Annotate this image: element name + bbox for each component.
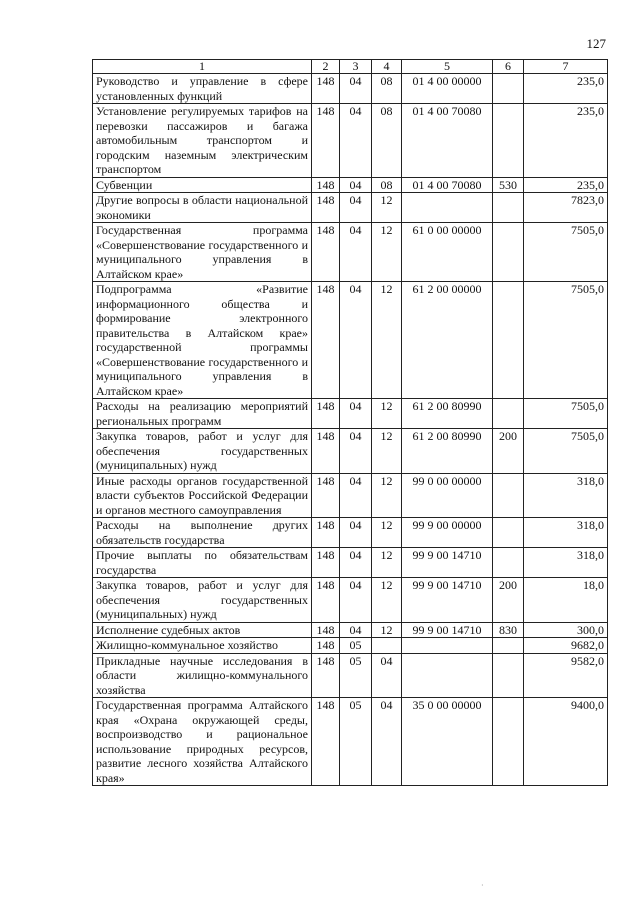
row-grbs-cell: 148 [312, 578, 340, 623]
row-target-article-cell: 99 9 00 14710 [402, 622, 493, 638]
row-name-cell: Расходы на выполнение других обязательств государства [93, 518, 312, 548]
row-subsection-cell: 12 [372, 622, 402, 638]
row-expense-type-cell: 530 [493, 177, 524, 193]
row-target-article-cell: 01 4 00 70080 [402, 104, 493, 178]
row-expense-type-cell [493, 548, 524, 578]
row-target-article-cell: 61 2 00 80990 [402, 399, 493, 429]
table-row [93, 399, 608, 429]
header-cell-7: 7 [524, 60, 608, 74]
table-row [93, 548, 608, 578]
row-subsection-cell: 12 [372, 223, 402, 282]
row-name-cell: Закупка товаров, работ и услуг для обеспечения государственных (муниципальных) нужд [93, 429, 312, 474]
row-subsection-cell: 12 [372, 518, 402, 548]
header-cell-1: 1 [93, 60, 312, 74]
row-subsection-cell: 08 [372, 104, 402, 178]
table-row [93, 578, 608, 623]
row-expense-type-cell: 200 [493, 578, 524, 623]
row-name-cell: Исполнение судебных актов [93, 622, 312, 638]
row-section-cell: 04 [340, 473, 372, 518]
row-name-cell: Другие вопросы в области национальной экономики [93, 193, 312, 223]
row-target-article-cell [402, 653, 493, 698]
row-target-article-cell: 35 0 00 00000 [402, 698, 493, 786]
budget-table [92, 59, 608, 786]
row-name-cell: Закупка товаров, работ и услуг для обеспечения государственных (муниципальных) нужд [93, 578, 312, 623]
row-subsection-cell: 08 [372, 74, 402, 104]
row-sum-cell: 7505,0 [524, 429, 608, 474]
row-grbs-cell: 148 [312, 177, 340, 193]
row-sum-cell: 7505,0 [524, 282, 608, 399]
row-sum-cell: 7823,0 [524, 193, 608, 223]
row-section-cell: 05 [340, 698, 372, 786]
row-name-cell: Иные расходы органов государственной власти субъектов Российской Федерации и органов местного самоуправления [93, 473, 312, 518]
row-target-article-cell: 99 9 00 00000 [402, 518, 493, 548]
row-grbs-cell: 148 [312, 518, 340, 548]
row-subsection-cell: 12 [372, 473, 402, 518]
row-grbs-cell: 148 [312, 653, 340, 698]
row-expense-type-cell [493, 399, 524, 429]
table-row [93, 429, 608, 474]
row-target-article-cell: 99 9 00 14710 [402, 548, 493, 578]
table-row [93, 74, 608, 104]
row-expense-type-cell [493, 193, 524, 223]
row-sum-cell: 18,0 [524, 578, 608, 623]
row-subsection-cell: 04 [372, 653, 402, 698]
row-grbs-cell: 148 [312, 622, 340, 638]
row-section-cell: 04 [340, 622, 372, 638]
header-row [93, 60, 608, 74]
row-name-cell: Подпрограмма «Развитие информационного общества и формирование электронного правительства в Алтайском крае» государственной программы «Совершенствование государственного и муниципального управления в Алтайском крае» [93, 282, 312, 399]
row-grbs-cell: 148 [312, 698, 340, 786]
row-section-cell: 04 [340, 177, 372, 193]
table-row [93, 653, 608, 698]
row-name-cell: Прикладные научные исследования в области жилищно-коммунального хозяйства [93, 653, 312, 698]
table-row [93, 104, 608, 178]
row-section-cell: 05 [340, 653, 372, 698]
row-expense-type-cell [493, 698, 524, 786]
row-subsection-cell [372, 638, 402, 654]
row-sum-cell: 318,0 [524, 548, 608, 578]
row-target-article-cell: 61 2 00 80990 [402, 429, 493, 474]
row-expense-type-cell [493, 74, 524, 104]
header-cell-5: 5 [402, 60, 493, 74]
row-name-cell: Субвенции [93, 177, 312, 193]
row-sum-cell: 235,0 [524, 104, 608, 178]
row-section-cell: 04 [340, 104, 372, 178]
row-grbs-cell: 148 [312, 104, 340, 178]
row-expense-type-cell: 830 [493, 622, 524, 638]
row-expense-type-cell [493, 518, 524, 548]
header-cell-2: 2 [312, 60, 340, 74]
table-row [93, 193, 608, 223]
row-sum-cell: 318,0 [524, 518, 608, 548]
row-sum-cell: 9400,0 [524, 698, 608, 786]
table-row [93, 473, 608, 518]
row-target-article-cell [402, 638, 493, 654]
row-sum-cell: 235,0 [524, 177, 608, 193]
row-section-cell: 04 [340, 193, 372, 223]
header-cell-3: 3 [340, 60, 372, 74]
row-target-article-cell: 01 4 00 70080 [402, 177, 493, 193]
row-grbs-cell: 148 [312, 282, 340, 399]
row-expense-type-cell: 200 [493, 429, 524, 474]
row-target-article-cell: 99 9 00 14710 [402, 578, 493, 623]
row-grbs-cell: 148 [312, 74, 340, 104]
row-expense-type-cell [493, 653, 524, 698]
row-subsection-cell: 12 [372, 578, 402, 623]
row-sum-cell: 9682,0 [524, 638, 608, 654]
table-row [93, 282, 608, 399]
row-grbs-cell: 148 [312, 429, 340, 474]
row-sum-cell: 235,0 [524, 74, 608, 104]
row-name-cell: Установление регулируемых тарифов на перевозки пассажиров и багажа автомобильным транспортом и городским наземным электрическим транспортом [93, 104, 312, 178]
row-expense-type-cell [493, 104, 524, 178]
scan-speck: · [481, 881, 484, 890]
row-section-cell: 04 [340, 223, 372, 282]
row-target-article-cell: 01 4 00 00000 [402, 74, 493, 104]
row-target-article-cell: 61 0 00 00000 [402, 223, 493, 282]
table-row [93, 698, 608, 786]
row-section-cell: 04 [340, 399, 372, 429]
page-number: 127 [586, 36, 606, 51]
row-subsection-cell: 12 [372, 399, 402, 429]
row-name-cell: Государственная программа Алтайского края «Охрана окружающей среды, воспроизводство и рациональное использование природных ресурсов, развитие лесного хозяйства Алтайского края» [93, 698, 312, 786]
row-grbs-cell: 148 [312, 473, 340, 518]
row-name-cell: Руководство и управление в сфере установленных функций [93, 74, 312, 104]
row-subsection-cell: 12 [372, 548, 402, 578]
row-section-cell: 04 [340, 282, 372, 399]
row-grbs-cell: 148 [312, 193, 340, 223]
row-name-cell: Расходы на реализацию мероприятий региональных программ [93, 399, 312, 429]
row-section-cell: 04 [340, 548, 372, 578]
row-target-article-cell: 99 0 00 00000 [402, 473, 493, 518]
row-subsection-cell: 08 [372, 177, 402, 193]
row-sum-cell: 318,0 [524, 473, 608, 518]
row-section-cell: 04 [340, 578, 372, 623]
row-section-cell: 04 [340, 518, 372, 548]
row-section-cell: 05 [340, 638, 372, 654]
row-subsection-cell: 04 [372, 698, 402, 786]
row-grbs-cell: 148 [312, 548, 340, 578]
row-sum-cell: 9582,0 [524, 653, 608, 698]
row-expense-type-cell [493, 473, 524, 518]
row-name-cell: Жилищно-коммунальное хозяйство [93, 638, 312, 654]
row-subsection-cell: 12 [372, 282, 402, 399]
table-row [93, 177, 608, 193]
row-expense-type-cell [493, 223, 524, 282]
header-cell-6: 6 [493, 60, 524, 74]
row-grbs-cell: 148 [312, 638, 340, 654]
row-sum-cell: 300,0 [524, 622, 608, 638]
row-section-cell: 04 [340, 74, 372, 104]
row-subsection-cell: 12 [372, 193, 402, 223]
row-name-cell: Государственная программа «Совершенствование государственного и муниципального управления в Алтайском крае» [93, 223, 312, 282]
row-sum-cell: 7505,0 [524, 223, 608, 282]
row-sum-cell: 7505,0 [524, 399, 608, 429]
row-grbs-cell: 148 [312, 399, 340, 429]
table-row [93, 638, 608, 654]
row-expense-type-cell [493, 282, 524, 399]
row-name-cell: Прочие выплаты по обязательствам государства [93, 548, 312, 578]
table-row [93, 518, 608, 548]
row-target-article-cell [402, 193, 493, 223]
row-subsection-cell: 12 [372, 429, 402, 474]
row-target-article-cell: 61 2 00 00000 [402, 282, 493, 399]
row-grbs-cell: 148 [312, 223, 340, 282]
row-expense-type-cell [493, 638, 524, 654]
header-cell-4: 4 [372, 60, 402, 74]
table-row [93, 223, 608, 282]
table-row [93, 622, 608, 638]
row-section-cell: 04 [340, 429, 372, 474]
